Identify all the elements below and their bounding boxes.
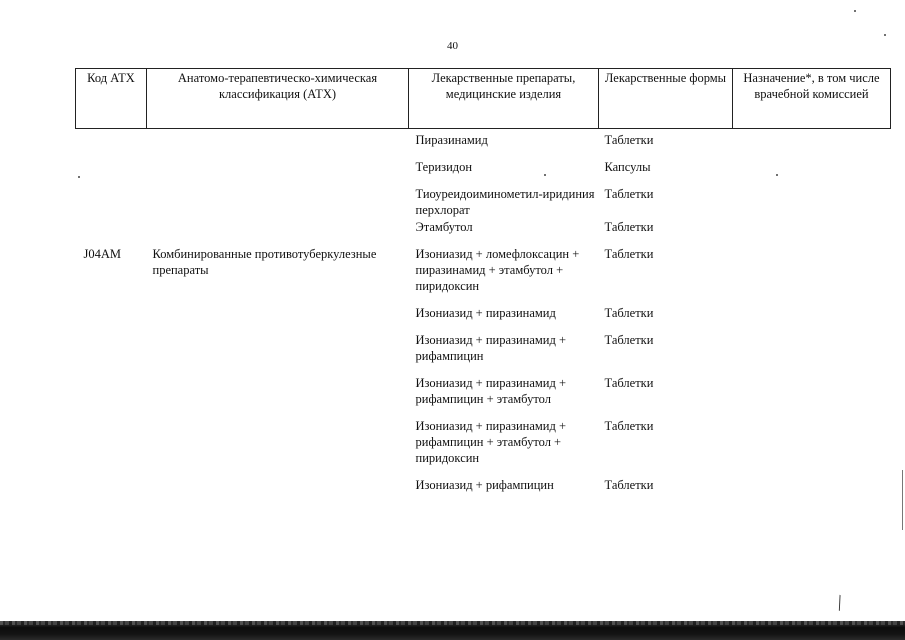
header-classification: Анатомо-терапевтическо-химическая классификация (АТХ) bbox=[147, 69, 409, 129]
cell-purpose bbox=[733, 129, 891, 160]
cell-classification bbox=[147, 159, 409, 186]
cell-form: Таблетки bbox=[604, 376, 654, 390]
cell-drug: Этамбутол bbox=[415, 220, 473, 234]
table-row bbox=[76, 418, 891, 477]
table-row bbox=[76, 186, 891, 219]
cell-drug: Изониазид + рифампицин bbox=[415, 478, 554, 492]
cell-code: J04AM bbox=[83, 247, 122, 261]
table-row bbox=[76, 246, 891, 305]
scan-speck bbox=[854, 10, 856, 12]
cell-purpose bbox=[733, 246, 891, 305]
cell-form: Таблетки bbox=[604, 247, 654, 261]
cell-code bbox=[76, 477, 147, 493]
cell-drug: Тиоуреидоиминометил-иридиния перхлорат bbox=[415, 187, 595, 217]
cell-form: Таблетки bbox=[604, 419, 654, 433]
table-row bbox=[76, 159, 891, 186]
table-header bbox=[76, 69, 891, 129]
cell-code bbox=[76, 186, 147, 219]
cell-code bbox=[76, 305, 147, 332]
cell-code bbox=[76, 332, 147, 375]
cell-classification bbox=[147, 477, 409, 493]
atx-table bbox=[75, 68, 891, 493]
cell-purpose bbox=[733, 375, 891, 418]
header-row bbox=[76, 69, 891, 129]
cell-form: Таблетки bbox=[604, 306, 654, 320]
scan-mark-icon: ╲ bbox=[832, 595, 847, 611]
scan-speck bbox=[884, 34, 886, 36]
cell-classification bbox=[147, 305, 409, 332]
cell-drug: Теризидон bbox=[415, 160, 473, 174]
table-row bbox=[76, 219, 891, 246]
cell-form: Таблетки bbox=[604, 478, 654, 492]
cell-code bbox=[76, 375, 147, 418]
cell-drug: Изониазид + ломефлоксацин + пиразинамид + этамбутол + пиридоксин bbox=[415, 247, 580, 293]
table-row bbox=[76, 375, 891, 418]
table-row bbox=[76, 332, 891, 375]
scan-speck bbox=[78, 176, 80, 178]
cell-form: Таблетки bbox=[604, 133, 654, 147]
cell-purpose bbox=[733, 305, 891, 332]
scan-speck bbox=[776, 174, 778, 176]
cell-classification bbox=[147, 186, 409, 219]
cell-purpose bbox=[733, 186, 891, 219]
cell-classification bbox=[147, 129, 409, 160]
cell-classification bbox=[147, 332, 409, 375]
cell-drug: Изониазид + пиразинамид + рифампицин + этамбутол bbox=[415, 376, 567, 406]
cell-drug: Изониазид + пиразинамид bbox=[415, 306, 556, 320]
cell-purpose bbox=[733, 332, 891, 375]
cell-form: Капсулы bbox=[604, 160, 651, 174]
cell-code bbox=[76, 129, 147, 160]
cell-classification: Комбинированные противотуберкулезные препараты bbox=[152, 247, 377, 277]
cell-form: Таблетки bbox=[604, 333, 654, 347]
cell-classification bbox=[147, 375, 409, 418]
table-row bbox=[76, 477, 891, 493]
cell-code bbox=[76, 418, 147, 477]
scan-bottom-noise bbox=[0, 621, 905, 625]
cell-form: Таблетки bbox=[604, 220, 654, 234]
cell-code bbox=[76, 219, 147, 246]
header-drugs: Лекарственные препараты, медицинские изделия bbox=[409, 69, 599, 129]
scan-edge-line bbox=[902, 470, 903, 530]
table-row bbox=[76, 129, 891, 160]
cell-classification bbox=[147, 219, 409, 246]
scan-speck bbox=[544, 174, 546, 176]
page-number: 40 bbox=[447, 40, 458, 52]
cell-code bbox=[76, 159, 147, 186]
cell-purpose bbox=[733, 159, 891, 186]
cell-form: Таблетки bbox=[604, 187, 654, 201]
cell-drug: Изониазид + пиразинамид + рифампицин bbox=[415, 333, 567, 363]
header-purpose: Назначение*, в том числе врачебной комиссией bbox=[733, 69, 891, 129]
table-row bbox=[76, 305, 891, 332]
cell-purpose bbox=[733, 477, 891, 493]
header-forms: Лекарственные формы bbox=[599, 69, 733, 129]
cell-drug: Изониазид + пиразинамид + рифампицин + этамбутол + пиридоксин bbox=[415, 419, 567, 465]
table-body bbox=[76, 129, 891, 494]
cell-classification bbox=[147, 418, 409, 477]
cell-purpose bbox=[733, 418, 891, 477]
header-code-atx: Код АТХ bbox=[76, 69, 147, 129]
cell-drug: Пиразинамид bbox=[415, 133, 488, 147]
cell-purpose bbox=[733, 219, 891, 246]
